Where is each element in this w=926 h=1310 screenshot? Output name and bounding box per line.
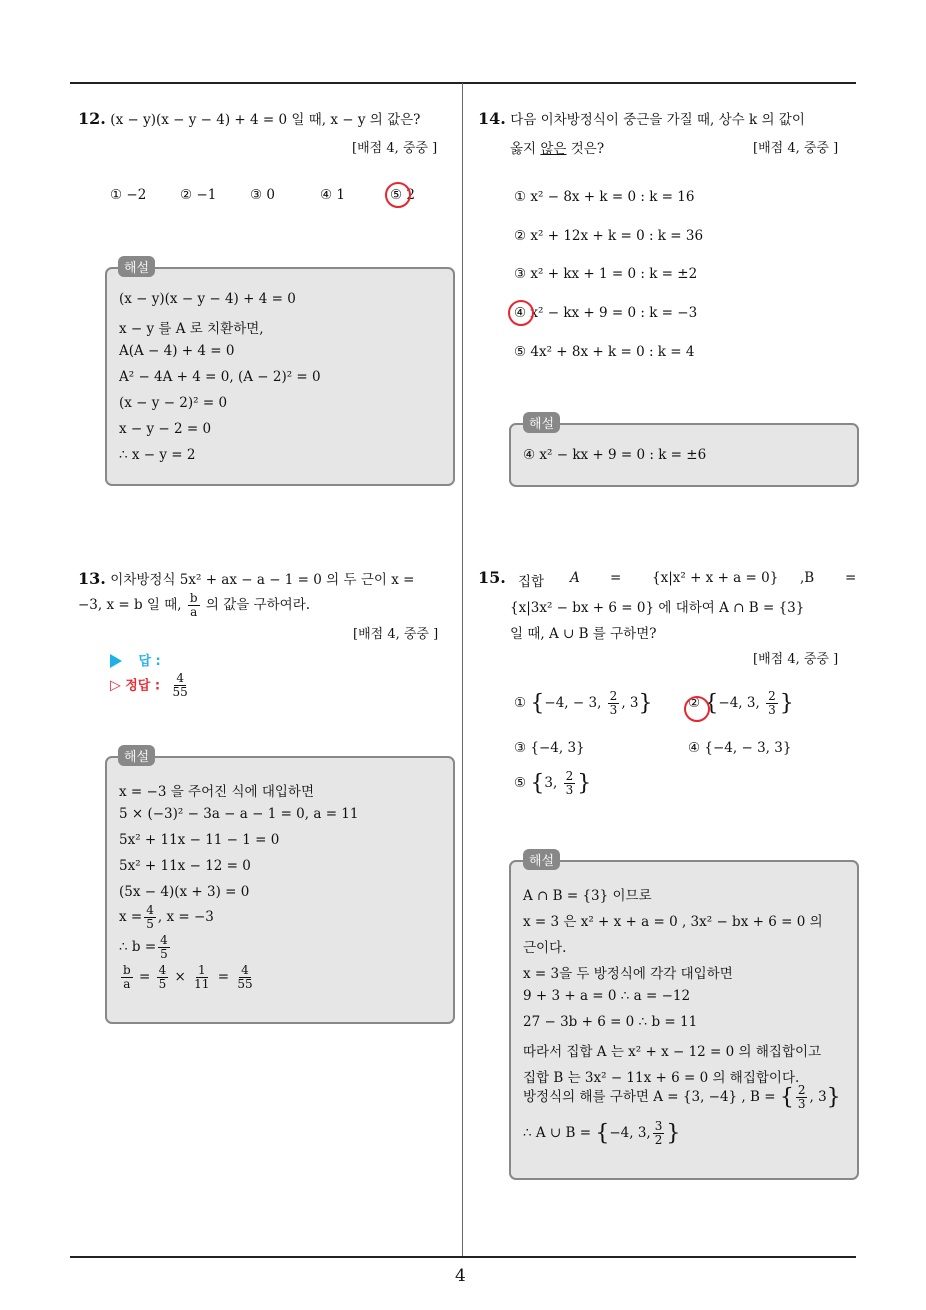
column-divider [462,83,463,1258]
q13-b-frac [158,934,170,961]
q15-sol-tail: , 3 [809,1089,827,1105]
q15-option-4[interactable]: ④ {−4, − 3, 3} [688,740,792,756]
q13-stem-fraction [188,592,200,619]
q13-last-frac-2 [157,964,169,991]
q15-opt1-body: −4, − 3, [544,695,602,711]
q13-last-d2: 5 [158,977,167,991]
q15-opt1-tail: , 3 [621,695,639,711]
q13-explain-line-3: 5x² + 11x − 11 − 1 = 0 [119,832,280,848]
q13-correct-row [110,672,192,699]
q13-explanation-box [105,756,455,1024]
q14-explanation-tag: 해설 [523,412,560,433]
q14-answer-circle [508,300,534,326]
q15-opt1-lead: ① [514,695,527,711]
q12-score: [배점 4, 중중 ] [352,141,438,156]
right-brace: } [638,691,653,716]
q15-opt2-frac [766,690,778,717]
q15-explain-line-4: x = 3을 두 방정식에 각각 대입하면 [523,966,733,982]
q13-x-frac [144,904,156,931]
q15-explain-line-9 [523,1084,841,1111]
left-brace: { [704,691,719,716]
q13-last-d4: 55 [237,977,253,991]
left-brace: { [530,691,545,716]
q15-answer-circle [684,696,710,722]
right-brace: } [826,1085,841,1110]
q13-last-n4: 4 [241,963,249,977]
bottom-rule [70,1256,856,1258]
q15-explain-line-10 [523,1120,680,1147]
q13-correct-n: 4 [176,671,184,685]
q13-correct-d: 55 [172,685,188,699]
q14-stem-line-1: 다음 이차방정식이 중근을 가질 때, 상수 k 의 값이 [510,112,805,128]
play-outline-icon: ▷ [110,677,121,694]
q15-stem-line-2: {x|3x² − bx + 6 = 0} 에 대하여 A ∩ B = {3} [510,600,805,616]
q15-opt5-body: 3, [544,775,558,791]
question-14 [478,108,858,128]
q13-stem-2b: 의 값을 구하여라. [205,597,311,613]
q13-x-n: 4 [146,903,154,917]
q13-x-lead: x = [119,909,143,925]
q15-stem-1d: {x|x² + x + a = 0} [652,570,779,586]
q13-last-frac-3 [192,964,211,991]
q13-explain-line-8: $\frac{b}{a}$ = $\frac{4}{5}$ × $\frac{1}{11}$ = $\frac{4}{55}$ [123,963,253,991]
q15-fin-body: −4, 3, [609,1125,651,1141]
q13-explain-line-5: (5x − 4)(x + 3) = 0 [119,884,250,900]
q13-b-lead: ∴ b = [119,939,157,955]
q15-option-3[interactable]: ③ {−4, 3} [514,740,585,756]
q15-sol-frac [796,1084,808,1111]
q13-b-n: 4 [160,933,168,947]
q12-explanation-box [105,267,455,486]
q13-explain-line-6 [119,904,214,931]
q15-score: [배점 4, 중중 ] [753,652,839,667]
q12-number: 12. [78,109,106,128]
q12-explain-line-7: ∴ x − y = 2 [119,447,196,463]
q15-explain-line-1: A ∩ B = {3} 이므로 [523,888,652,904]
q15-stem-1c: = [610,570,622,586]
q14-stem-underlined: 않은 [540,141,567,157]
q13-last-d3: 11 [194,977,210,991]
q13-last-n2: 4 [158,963,167,977]
q13-stem-line-2 [78,592,310,619]
q15-stem-1e: ,B [800,570,815,586]
q15-number: 15. [478,568,506,587]
q13-last-n1: b [123,963,131,977]
q15-opt5-lead: ⑤ [514,775,527,791]
q14-stem-line-2 [510,137,604,157]
q15-fin-frac [653,1120,665,1147]
right-brace: } [577,771,592,796]
q12-option-2[interactable]: ② −1 [180,187,217,203]
left-brace: { [779,1085,794,1110]
q13-last-frac-4 [235,964,254,991]
q14-option-1[interactable]: ① x² − 8x + k = 0 : k = 16 [514,189,695,205]
q15-opt2-body: −4, 3, [718,695,760,711]
q15-fin-lead: ∴ A ∪ B = [523,1125,592,1141]
q14-number: 14. [478,109,506,128]
q12-option-3[interactable]: ③ 0 [250,187,275,203]
q15-explain-line-8: 집합 B 는 3x² − 11x + 6 = 0 의 해집합이다. [523,1070,800,1086]
q15-opt2-n: 2 [768,689,776,703]
q13-number: 13. [78,569,106,588]
q12-option-5[interactable]: ⑤ 2 [390,187,415,203]
play-icon [110,654,122,668]
q15-explain-line-7: 따라서 집합 A 는 x² + x − 12 = 0 의 해집합이고 [523,1044,822,1060]
q15-explanation-box [509,860,859,1180]
question-12 [78,108,458,128]
q15-stem-1f: = [845,570,857,586]
q15-option-1[interactable] [514,690,652,717]
q13-stem-frac-n: b [189,591,198,605]
q13-b-d: 5 [160,947,168,961]
q12-option-1[interactable]: ① −2 [110,187,147,203]
q15-explain-line-3: 근이다. [523,940,567,956]
q13-stem-line-1: 이차방정식 5x² + ax − a − 1 = 0 의 두 근이 x = [110,572,415,588]
q15-sol-d: 3 [797,1097,806,1111]
q13-last-d1: a [123,977,131,991]
q13-explain-line-4: 5x² + 11x − 12 = 0 [119,858,251,874]
page-number: 4 [455,1266,466,1286]
q15-opt1-n: 2 [609,689,618,703]
q15-stem-1b: A [570,570,580,586]
q13-score: [배점 4, 중중 ] [353,627,439,642]
q15-explain-line-5: 9 + 3 + a = 0 ∴ a = −12 [523,988,691,1004]
q13-explain-line-2: 5 × (−3)² − 3a − a − 1 = 0, a = 11 [119,806,359,822]
q14-stem-2a: 옳지 [510,141,541,157]
q15-opt2-lead: ② [688,695,701,711]
q15-explain-line-2: x = 3 은 x² + x + a = 0 , 3x² − bx + 6 = 0 의 [523,914,823,930]
q13-answer-label: 답 : [138,654,161,669]
q14-option-5[interactable]: ⑤ 4x² + 8x + k = 0 : k = 4 [514,344,695,360]
q14-explanation-box [509,423,859,487]
q13-x-tail: , x = −3 [157,909,214,925]
q12-explain-line-5: (x − y − 2)² = 0 [119,395,228,411]
q13-x-d: 5 [146,917,154,931]
q15-sol-n: 2 [797,1083,806,1097]
q13-last-n3: 1 [197,963,206,977]
q15-stem-1a: 집합 [518,574,545,590]
q12-explain-line-6: x − y − 2 = 0 [119,421,212,437]
top-rule [70,82,856,84]
q14-option-2[interactable]: ② x² + 12x + k = 0 : k = 36 [514,228,704,244]
q14-score: [배점 4, 중중 ] [753,141,839,156]
q12-explain-line-4: A² − 4A + 4 = 0, (A − 2)² = 0 [119,369,321,385]
q14-stem-2b: 것은? [566,141,605,157]
q15-option-5[interactable] [514,770,591,797]
q13-stem-2a: −3, x = b 일 때, [78,597,182,613]
q13-correct-label: 정답 : [125,678,161,694]
right-brace: } [779,691,794,716]
q12-explain-line-2: x − y 를 A 로 치환하면, [119,321,264,337]
q15-sol-lead: 방정식의 해를 구하면 A = {3, −4} , B = [523,1089,776,1105]
q15-opt5-d: 3 [565,783,574,797]
q12-option-4[interactable]: ④ 1 [320,187,345,203]
q13-stem-frac-d: a [190,605,198,619]
q13-answer-row [110,650,161,669]
q13-last-frac-1 [121,964,133,991]
q15-explanation-tag: 해설 [523,849,560,870]
q13-explain-line-1: x = −3 을 주어진 식에 대입하면 [119,784,314,800]
q13-correct-value [171,672,190,699]
q15-opt1-frac [608,690,620,717]
question-13 [78,568,458,588]
q15-fin-d: 2 [654,1133,663,1147]
left-brace: { [595,1121,610,1146]
q13-explain-line-7 [119,934,172,961]
q15-stem-line-3: 일 때, A ∪ B 를 구하면? [510,626,657,642]
left-brace: { [530,771,545,796]
q12-explain-line-3: A(A − 4) + 4 = 0 [119,343,235,359]
q14-explain-line-1: ④ x² − kx + 9 = 0 : k = ±6 [523,447,707,463]
q15-fin-n: 3 [654,1119,663,1133]
q15-opt5-n: 2 [565,769,574,783]
q14-option-3[interactable]: ③ x² + kx + 1 = 0 : k = ±2 [514,266,698,282]
q15-opt5-frac [564,770,576,797]
q14-option-4[interactable]: ④ x² − kx + 9 = 0 : k = −3 [514,305,698,321]
q15-opt2-d: 3 [768,703,776,717]
q15-opt1-d: 3 [609,703,618,717]
q13-explanation-tag: 해설 [118,745,155,766]
q12-answer-circle [385,182,411,208]
q12-explain-line-1: (x − y)(x − y − 4) + 4 = 0 [119,291,296,307]
q12-stem: (x − y)(x − y − 4) + 4 = 0 일 때, x − y 의 값은? [110,112,421,128]
q15-explain-line-6: 27 − 3b + 6 = 0 ∴ b = 11 [523,1014,698,1030]
q12-explanation-tag: 해설 [118,256,155,277]
right-brace: } [666,1121,681,1146]
